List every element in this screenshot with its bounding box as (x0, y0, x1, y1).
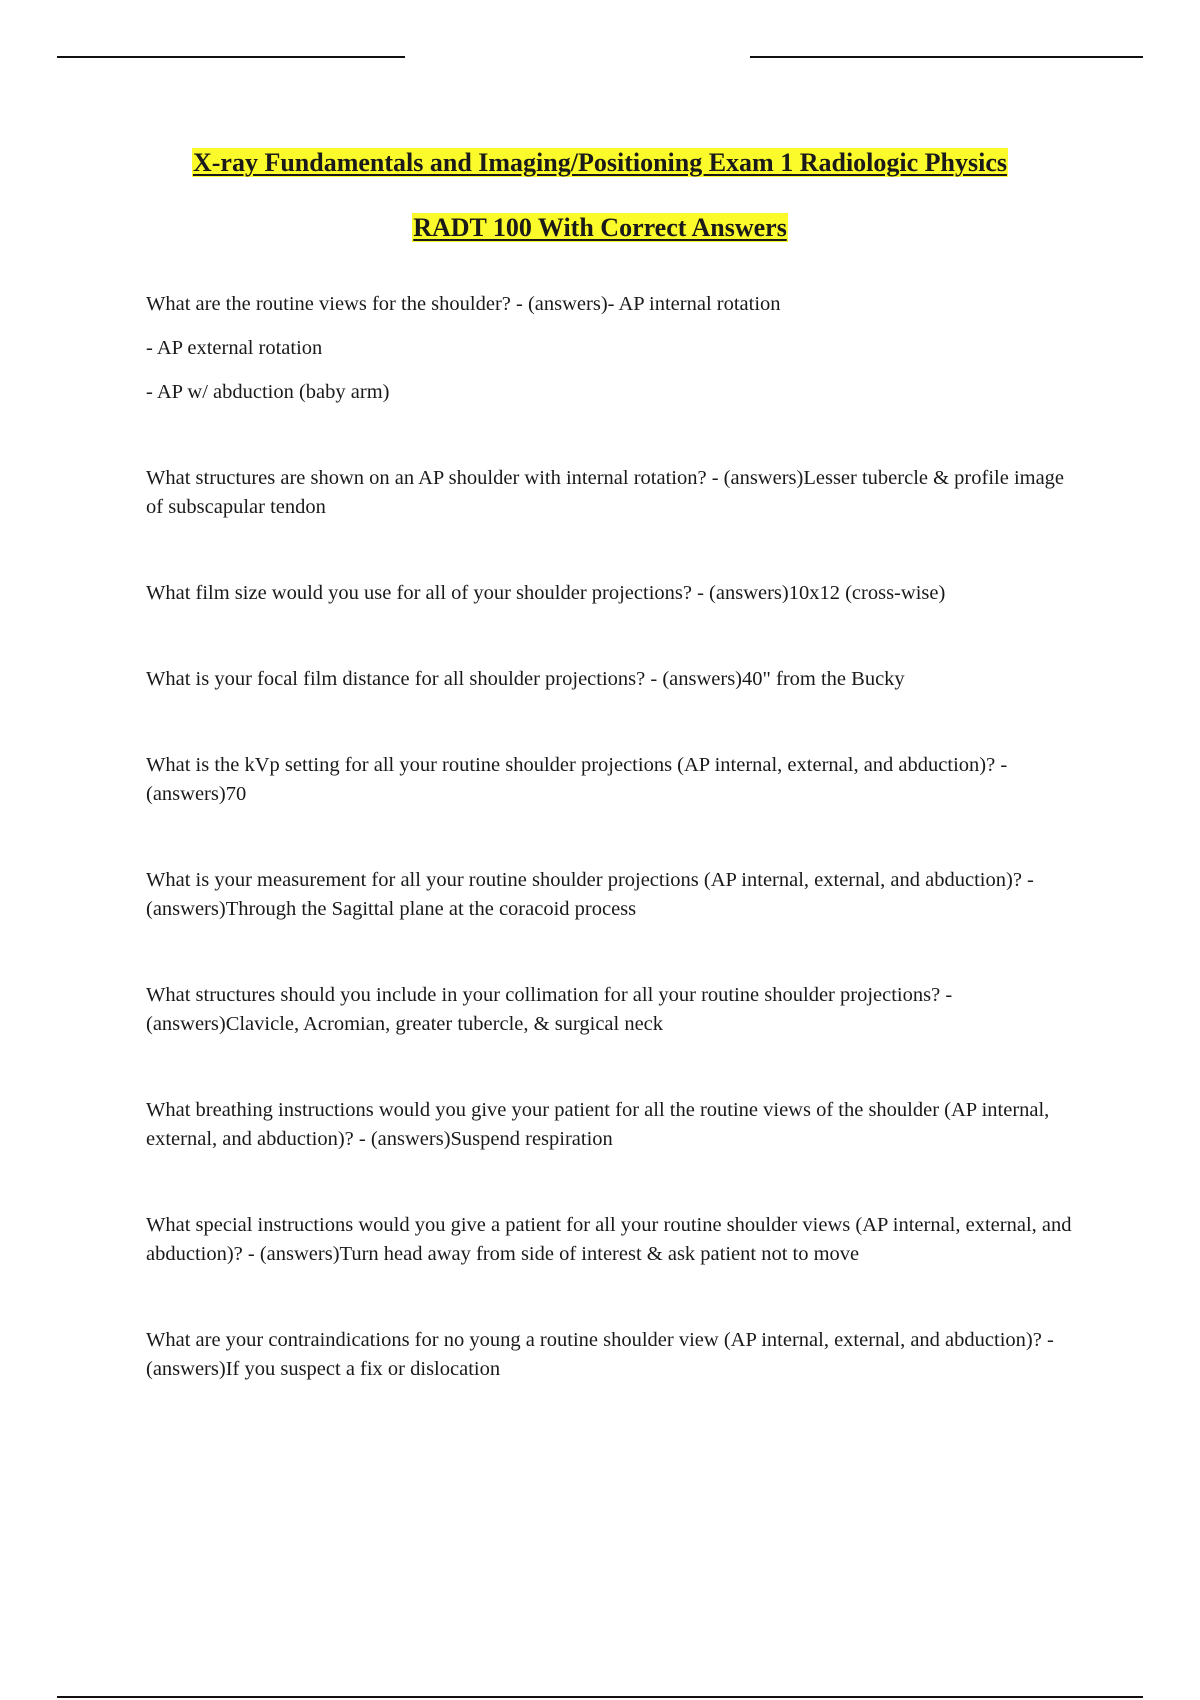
qa-item (146, 1326, 1086, 1384)
qa-answer-line: - AP external rotation (146, 337, 323, 359)
qa-item (146, 751, 1086, 809)
qa-text: What is the kVp setting for all your routine shoulder projections (AP internal, external, and abduction)? - (answers)70 (146, 754, 1008, 805)
qa-text: What structures are shown on an AP shoulder with internal rotation? - (answers)Lesser tubercle & profile image of subscapular tendon (146, 467, 1065, 518)
qa-item (146, 665, 1086, 694)
question-answer-list (146, 290, 1086, 1384)
header-rule-left (57, 56, 405, 58)
qa-text: What special instructions would you give a patient for all your routine shoulder views (AP internal, external, and abduction)? - (answers)Turn head away from side of interest & ask patient not to move (146, 1214, 1072, 1265)
qa-text: What are your contraindications for no young a routine shoulder view (AP internal, external, and abduction)? - (answers)If you suspect a fix or dislocation (146, 1329, 1054, 1380)
qa-item (146, 579, 1086, 608)
qa-text: What breathing instructions would you give your patient for all the routine views of the shoulder (AP internal, external, and abduction)? - (answers)Suspend respiration (146, 1099, 1050, 1150)
qa-text: What is your focal film distance for all shoulder projections? - (answers)40" from the Bucky (146, 668, 905, 690)
qa-item (146, 1211, 1086, 1269)
qa-item (146, 866, 1086, 924)
qa-text: What structures should you include in your collimation for all your routine shoulder projections? - (answers)Clavicle, Acromian, greater tubercle, & surgical neck (146, 984, 953, 1035)
qa-item (146, 464, 1086, 522)
qa-text: What is your measurement for all your routine shoulder projections (AP internal, external, and abduction)? - (answers)Through the Sagittal plane at the coracoid process (146, 869, 1034, 920)
qa-text: What film size would you use for all of your shoulder projections? - (answers)10x12 (cross-wise) (146, 582, 946, 604)
header-rule-right (750, 56, 1143, 58)
qa-item (146, 981, 1086, 1039)
qa-answer-line: - AP w/ abduction (baby arm) (146, 381, 390, 403)
qa-question-line: What are the routine views for the shoulder? - (answers)- AP internal rotation (146, 293, 781, 315)
document-title-line-1: X-ray Fundamentals and Imaging/Positioning Exam 1 Radiologic Physics (192, 148, 1008, 177)
footer-rule (57, 1696, 1143, 1698)
qa-item (146, 290, 1086, 407)
qa-item (146, 1096, 1086, 1154)
document-title-line-2: RADT 100 With Correct Answers (413, 213, 787, 242)
